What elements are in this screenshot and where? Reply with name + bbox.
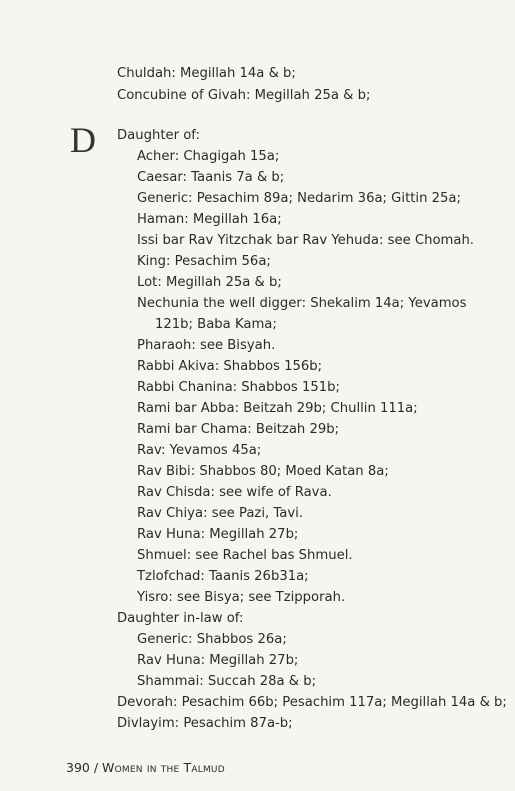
index-subentry: Rav Chisda: see wife of Rava. bbox=[137, 485, 332, 500]
index-subentry: Rami bar Abba: Beitzah 29b; Chullin 111a; bbox=[137, 401, 418, 416]
index-entry: Chuldah: Megillah 14a & b; bbox=[117, 66, 296, 81]
index-subentry: Pharaoh: see Bisyah. bbox=[137, 338, 276, 353]
index-subentry: Rav Bibi: Shabbos 80; Moed Katan 8a; bbox=[137, 464, 389, 479]
index-subentry: Rabbi Chanina: Shabbos 151b; bbox=[137, 380, 340, 395]
index-subentry: Rav Chiya: see Pazi, Tavi. bbox=[137, 506, 304, 521]
page-footer bbox=[66, 760, 225, 776]
index-subentry: Caesar: Taanis 7a & b; bbox=[137, 170, 285, 185]
footer-separator: / bbox=[93, 760, 99, 775]
index-subentry: Shammai: Succah 28a & b; bbox=[137, 674, 317, 689]
index-subentry: Tzlofchad: Taanis 26b31a; bbox=[137, 569, 309, 584]
index-subentry: Rav: Yevamos 45a; bbox=[137, 443, 262, 458]
index-entry: Devorah: Pesachim 66b; Pesachim 117a; Megillah 14a & b; bbox=[117, 695, 507, 710]
index-subentry: Yisro: see Bisya; see Tzipporah. bbox=[137, 590, 346, 605]
index-subentry: Haman: Megillah 16a; bbox=[137, 212, 282, 227]
index-heading-daughter-in-law-of: Daughter in-law of: bbox=[117, 611, 244, 626]
index-entry: Concubine of Givah: Megillah 25a & b; bbox=[117, 88, 371, 103]
page-number: 390 bbox=[66, 760, 90, 775]
index-subentry: Nechunia the well digger: Shekalim 14a; Yevamos bbox=[137, 296, 467, 311]
index-subentry: Generic: Pesachim 89a; Nedarim 36a; Gittin 25a; bbox=[137, 191, 461, 206]
running-title: Women in the Talmud bbox=[102, 760, 225, 775]
index-subentry: Lot: Megillah 25a & b; bbox=[137, 275, 282, 290]
index-subentry: King: Pesachim 56a; bbox=[137, 254, 271, 269]
index-subentry: Rav Huna: Megillah 27b; bbox=[137, 527, 299, 542]
index-subentry: Generic: Shabbos 26a; bbox=[137, 632, 287, 647]
section-drop-cap: D bbox=[70, 120, 96, 160]
index-subentry: Shmuel: see Rachel bas Shmuel. bbox=[137, 548, 353, 563]
index-subentry: Rami bar Chama: Beitzah 29b; bbox=[137, 422, 340, 437]
index-entry: Divlayim: Pesachim 87a-b; bbox=[117, 716, 293, 731]
index-subentry: Rav Huna: Megillah 27b; bbox=[137, 653, 299, 668]
index-subentry-continuation: 121b; Baba Kama; bbox=[155, 317, 277, 332]
index-subentry: Acher: Chagigah 15a; bbox=[137, 149, 280, 164]
index-subentry: Rabbi Akiva: Shabbos 156b; bbox=[137, 359, 323, 374]
index-subentry: Issi bar Rav Yitzchak bar Rav Yehuda: see Chomah. bbox=[137, 233, 474, 248]
index-heading-daughter-of: Daughter of: bbox=[117, 128, 200, 143]
